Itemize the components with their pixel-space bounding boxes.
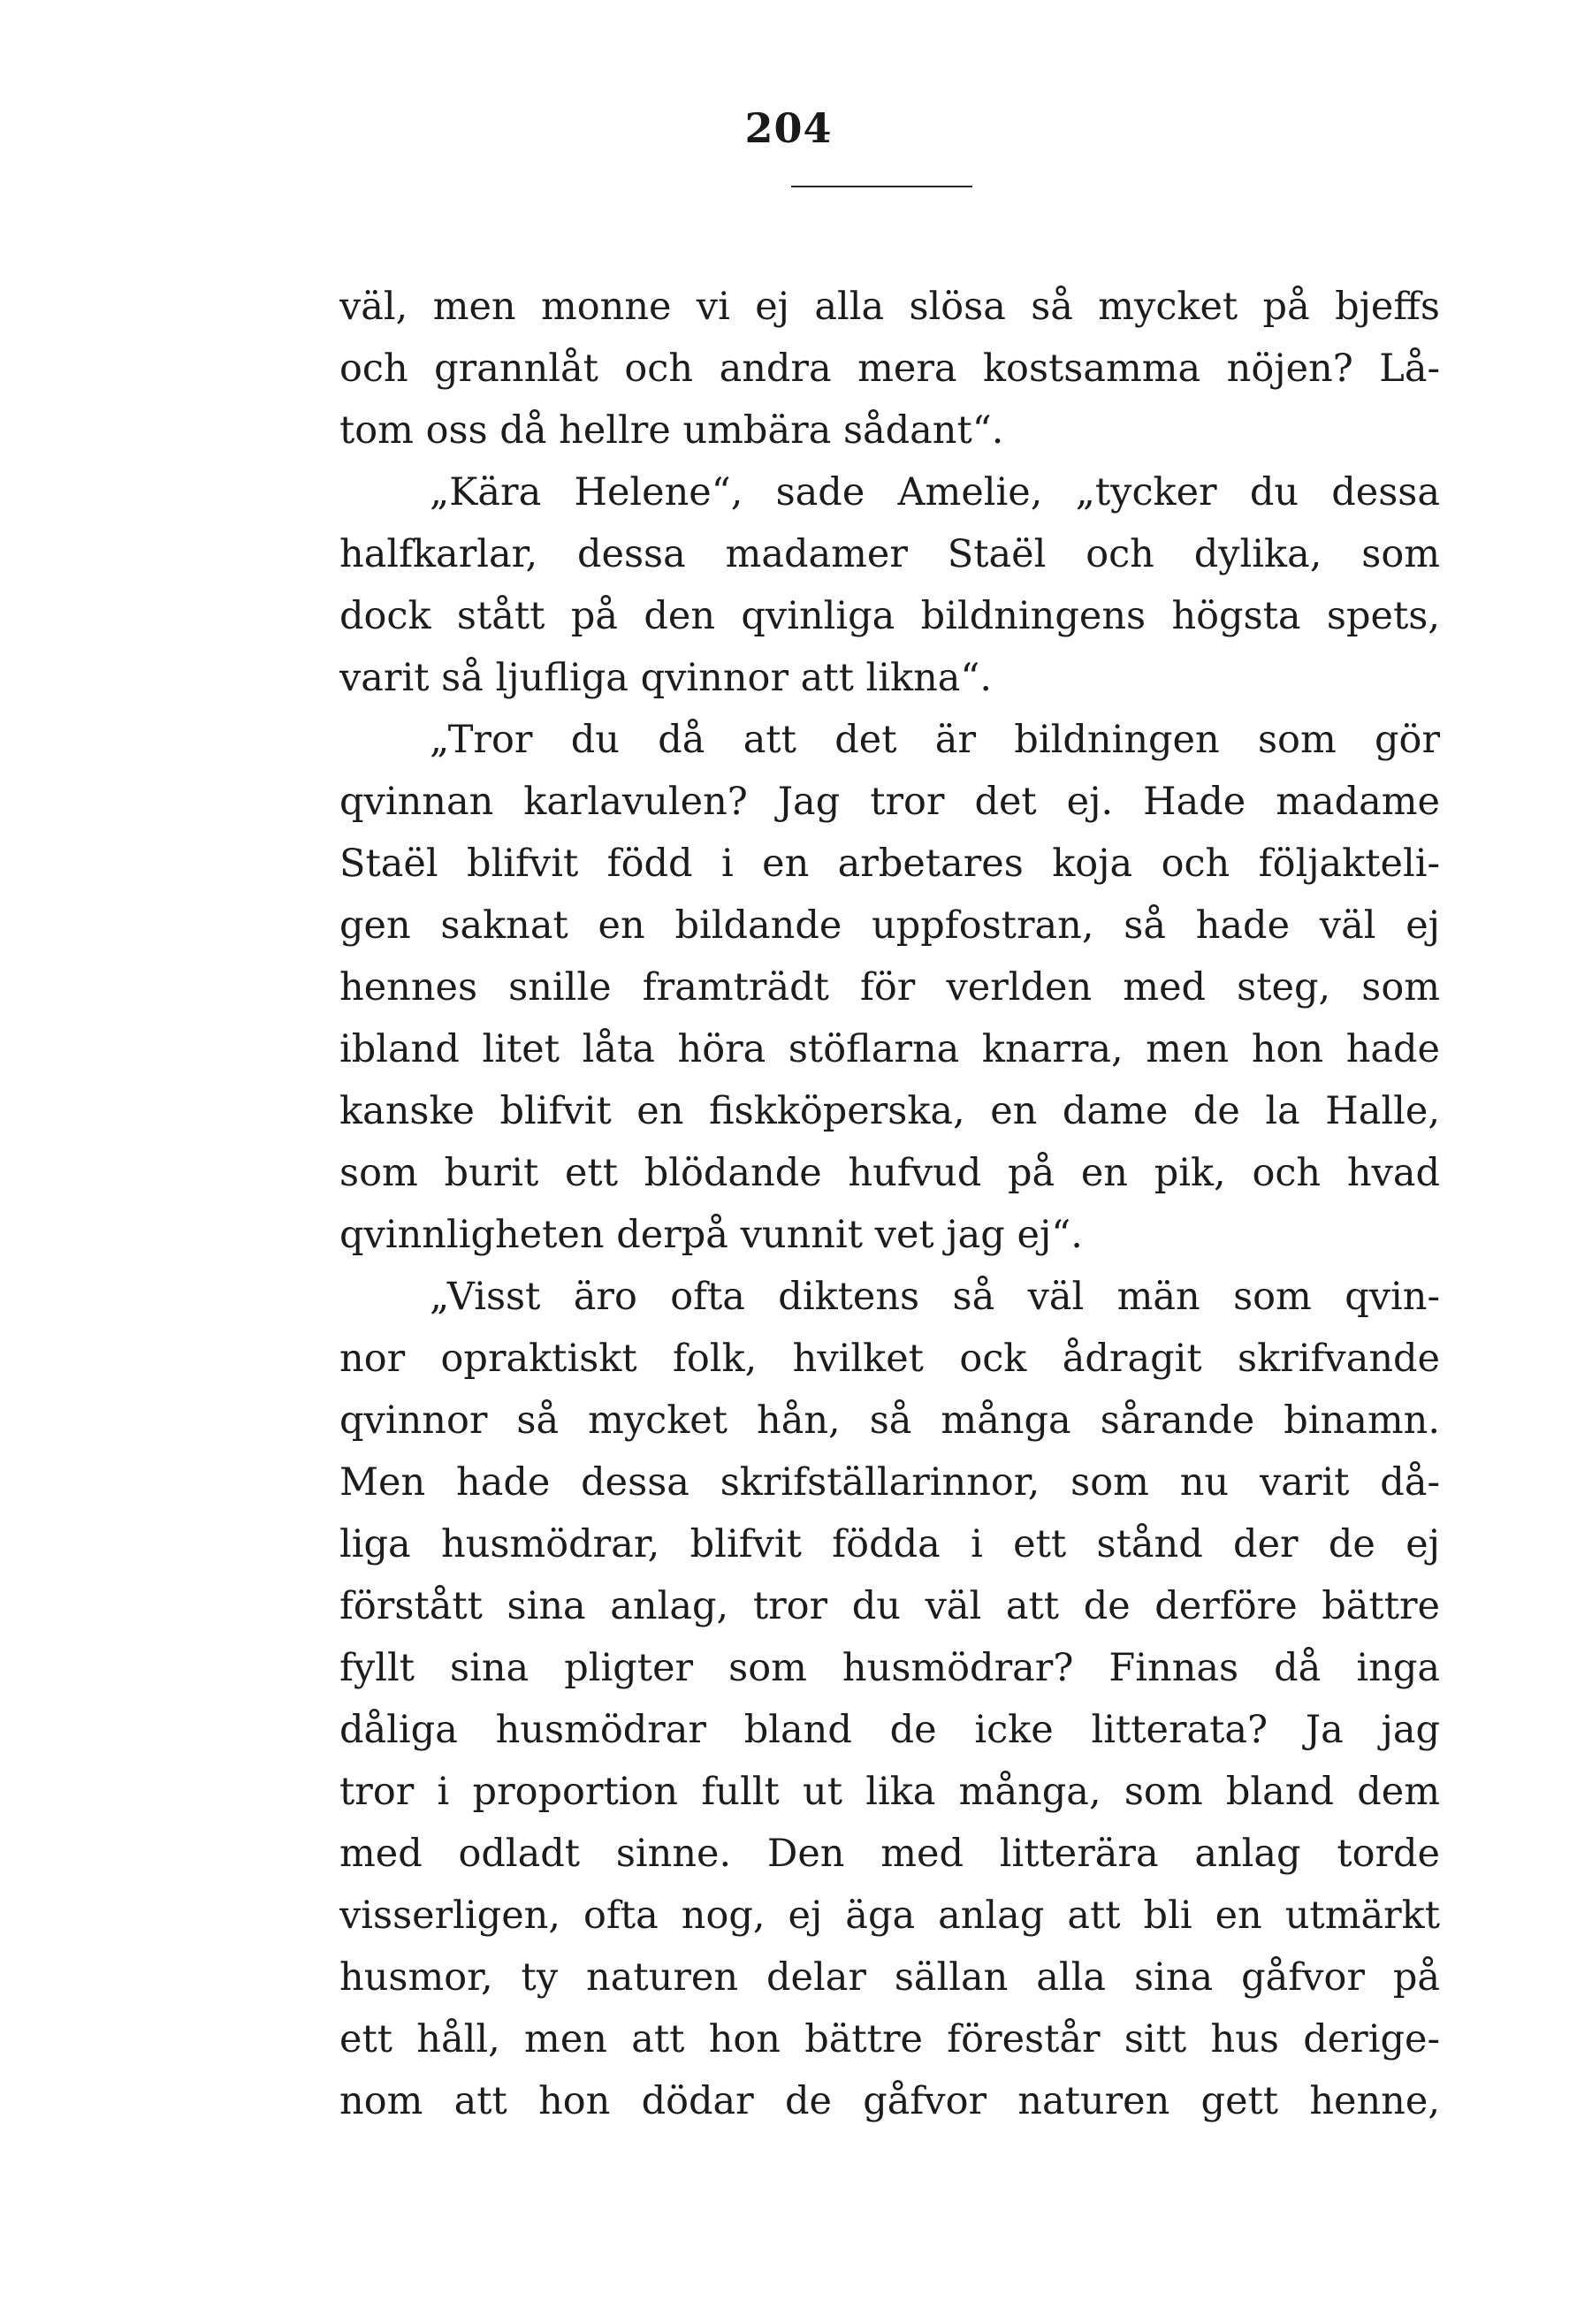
text-line: fyllt sina pligter som husmödrar? Finnas då inga bbox=[339, 1646, 1440, 1690]
text-line: förstått sina anlag, tror du väl att de derföre bättre bbox=[339, 1584, 1440, 1628]
text-line: husmor, ty naturen delar sällan alla sina gåfvor på bbox=[339, 1955, 1440, 2000]
text-line: som burit ett blödande hufvud på en pik, och hvad bbox=[339, 1151, 1440, 1195]
text-line: qvinnligheten derpå vunnit vet jag ej“. bbox=[339, 1213, 1083, 1257]
text-line: ett håll, men att hon bättre förestår sitt hus derige- bbox=[339, 2017, 1440, 2061]
text-line: nor opraktiskt folk, hvilket ock ådragit skrifvande bbox=[339, 1337, 1440, 1381]
body-text bbox=[339, 276, 1440, 2132]
text-line: ibland litet låta höra stöflarna knarra, men hon hade bbox=[339, 1027, 1440, 1071]
text-line: Men hade dessa skrifställarinnor, som nu varit då- bbox=[339, 1460, 1440, 1505]
text-line: halfkarlar, dessa madamer Staël och dylika, som bbox=[339, 532, 1440, 576]
text-line: med odladt sinne. Den med litterära anlag torde bbox=[339, 1832, 1440, 1876]
text-line: dock stått på den qvinliga bildningens högsta spets, bbox=[339, 594, 1440, 638]
header-rule bbox=[791, 186, 972, 187]
text-line: varit så ljufliga qvinnor att likna“. bbox=[339, 656, 993, 700]
text-line: och grannlåt och andra mera kostsamma nöjen? Lå- bbox=[339, 347, 1440, 391]
text-line: kanske blifvit en fiskköperska, en dame de la Halle, bbox=[339, 1089, 1440, 1133]
text-line: qvinnan karlavulen? Jag tror det ej. Hade madame bbox=[339, 780, 1440, 824]
text-line: „Visst äro ofta diktens så väl män som qvin- bbox=[430, 1275, 1440, 1319]
text-line: tom oss då hellre umbära sådant“. bbox=[339, 408, 1004, 453]
text-line: tror i proportion fullt ut lika många, som bland dem bbox=[339, 1770, 1440, 1814]
text-line: hennes snille framträdt för verlden med steg, som bbox=[339, 965, 1440, 1010]
text-line: nom att hon dödar de gåfvor naturen gett henne, bbox=[339, 2079, 1440, 2123]
text-line: dåliga husmödrar bland de icke litterata? Ja jag bbox=[339, 1708, 1440, 1752]
page-number: 204 bbox=[744, 104, 833, 152]
text-line: visserligen, ofta nog, ej äga anlag att bli en utmärkt bbox=[339, 1893, 1440, 1938]
text-line: väl, men monne vi ej alla slösa så mycket på bjeffs bbox=[339, 285, 1440, 329]
text-line: „Tror du då att det är bildningen som gör bbox=[430, 718, 1440, 762]
text-line: gen saknat en bildande uppfostran, så hade väl ej bbox=[339, 903, 1440, 948]
text-line: Staël blifvit född i en arbetares koja och följakteli- bbox=[339, 842, 1440, 886]
text-line: qvinnor så mycket hån, så många sårande binamn. bbox=[339, 1398, 1440, 1443]
text-line: „Kära Helene“, sade Amelie, „tycker du dessa bbox=[430, 470, 1440, 514]
text-line: liga husmödrar, blifvit födda i ett stånd der de ej bbox=[339, 1522, 1440, 1566]
